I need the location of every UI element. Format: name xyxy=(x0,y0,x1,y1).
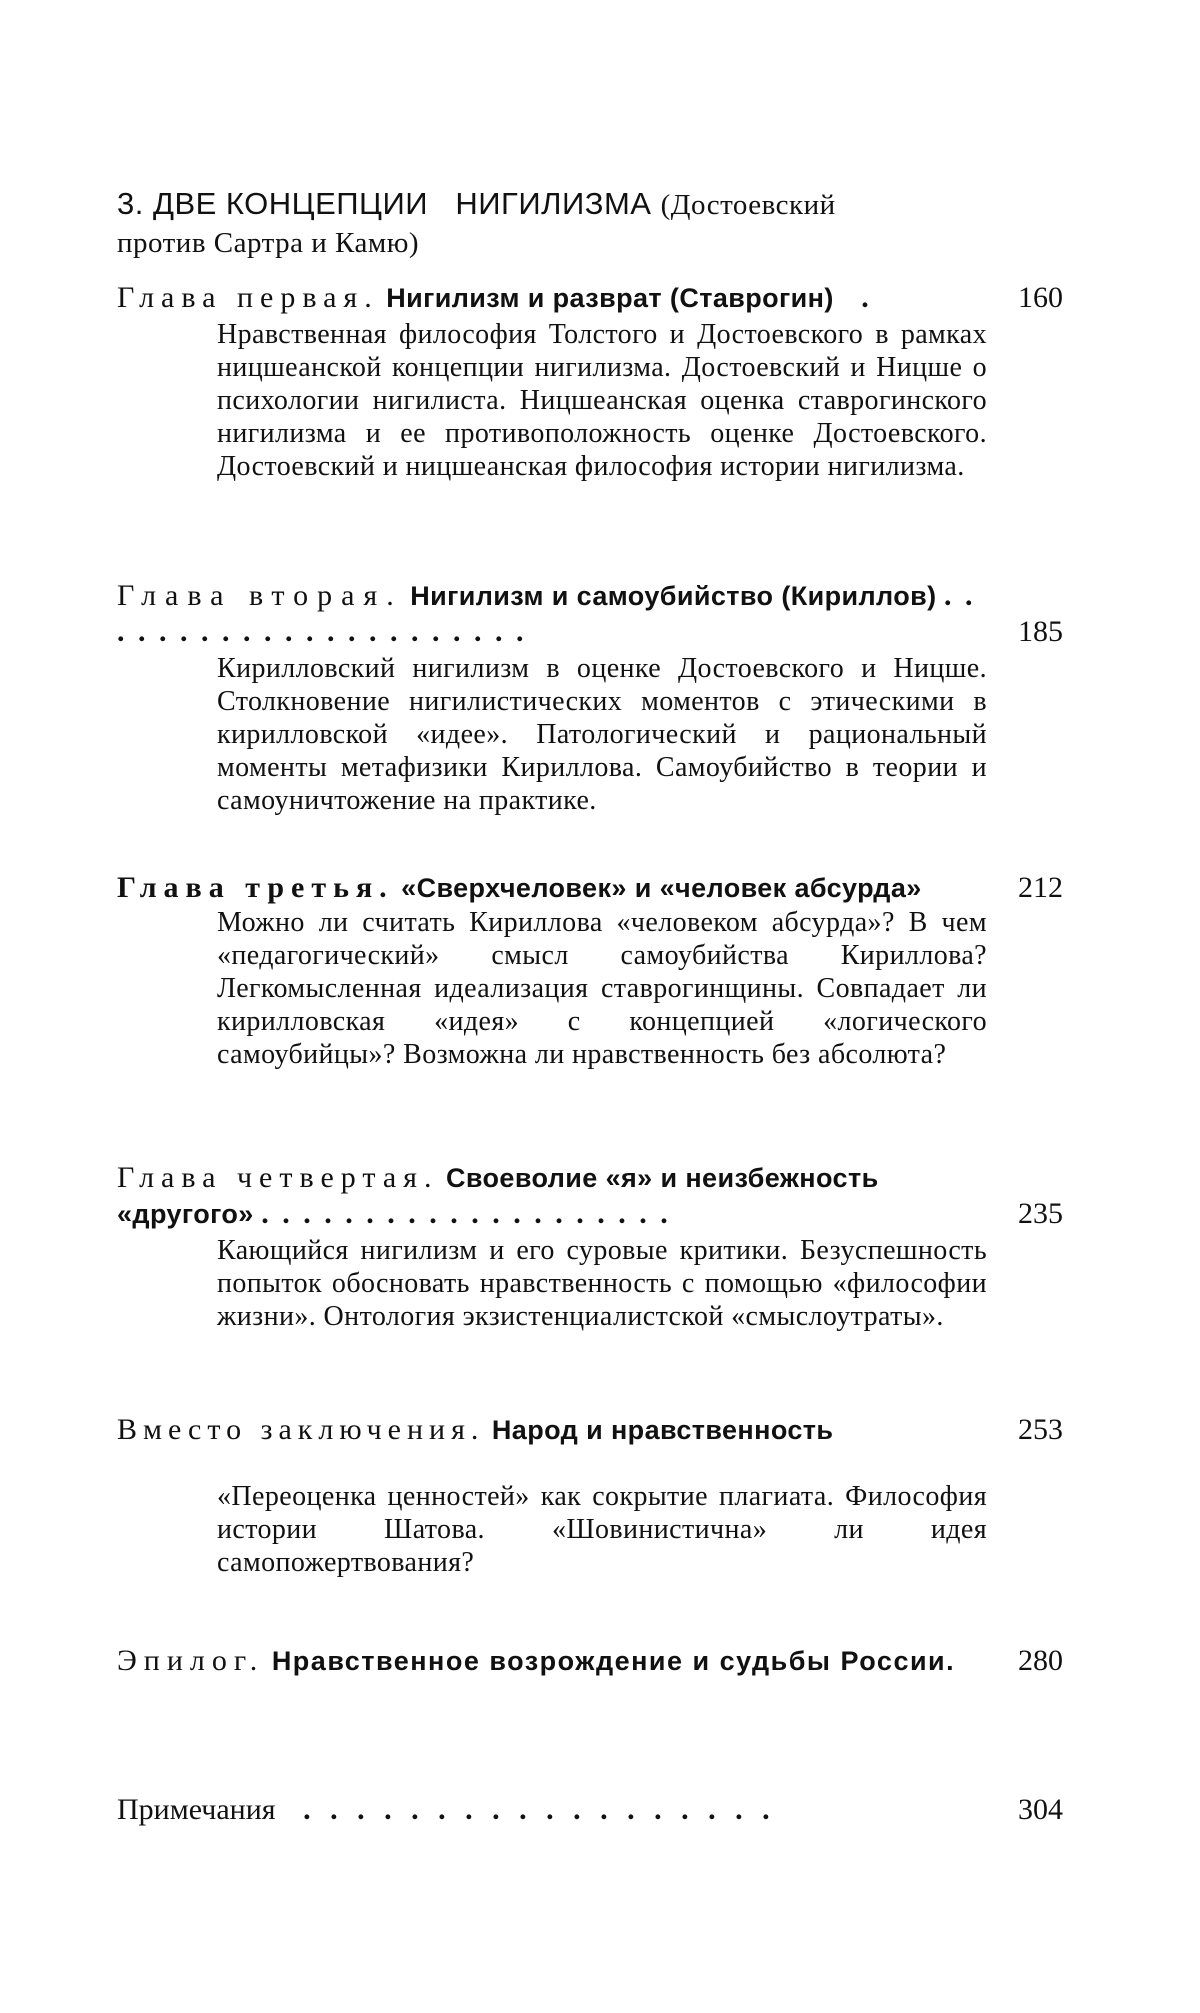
chapter-title: Своеволие «я» и неизбежность «другого» xyxy=(117,1163,879,1229)
part-title: 3. ДВЕ КОНЦЕПЦИИ НИГИЛИЗМА xyxy=(117,186,652,221)
page-number: 280 xyxy=(1018,1644,1063,1677)
chapter-label: Примечания xyxy=(117,1793,276,1826)
page-number: 304 xyxy=(1018,1793,1063,1826)
toc-entry-heading xyxy=(117,1792,1063,1828)
chapter-summary: «Переоценка ценностей» как сокрытие плагиата. Философия истории Шатова. «Шовинистична» ли идея самопожертвования? xyxy=(217,1481,987,1578)
chapter-label: Эпилог. xyxy=(117,1644,265,1677)
toc-entry-heading xyxy=(117,280,1063,316)
chapter-title: Нигилизм и самоубийство (Кириллов) xyxy=(410,581,937,611)
part-subtitle-start: (Достоевский xyxy=(660,189,836,221)
toc-entry-conclusion xyxy=(117,1412,1117,1579)
chapter-title: «Сверхчеловек» и «человек абсурда» xyxy=(401,873,922,903)
toc-entry-heading xyxy=(117,1160,1063,1232)
chapter-label: Вместо заключения. xyxy=(117,1413,485,1446)
dot-leader: . . . . . . . . . . . . . . . . . . . . xyxy=(261,1197,671,1230)
toc-entry-heading xyxy=(117,870,1063,906)
toc-entry-chapter-3 xyxy=(117,870,1117,1071)
chapter-label: Глава третья. xyxy=(117,871,394,904)
chapter-summary: Нравственная философия Толстого и Достоевского в рамках ницшеанской концепции нигилизма. Достоевский и Ницше о психологии нигилиста. Ницшеанская оценка ставрогинского нигилизма и ее противоположность оценке Достоевского. Достоевский и ницшеанская философия истории нигилизма. xyxy=(217,319,987,482)
chapter-label: Глава первая. xyxy=(117,281,379,314)
page-number: 212 xyxy=(1018,871,1063,904)
chapter-summary: Кирилловский нигилизм в оценке Достоевского и Ницше. Столкновение нигилистических моментов с этическими в кирилловской «идее». Патологический и рациональный моменты метафизики Кириллова. Самоубийство в теории и самоуничтожение на практике. xyxy=(217,653,987,816)
chapter-summary: Кающийся нигилизм и его суровые критики. Безуспешность попыток обосновать нравственность с помощью «философии жизни». Онтология экзистенциалистской «смыслоутраты». xyxy=(217,1235,987,1332)
dot-leader: . . . . . . . . . . . . . . . . . . xyxy=(303,1793,776,1826)
toc-entry-chapter-4 xyxy=(117,1160,1117,1333)
page-number: 235 xyxy=(1018,1197,1063,1230)
page-number: 185 xyxy=(1018,615,1063,648)
chapter-title: Народ и нравственность xyxy=(491,1415,834,1445)
part-heading xyxy=(117,185,997,262)
part-heading-line1 xyxy=(117,185,997,224)
chapter-label: Глава четвертая. xyxy=(117,1161,439,1194)
page-number: 253 xyxy=(1018,1413,1063,1446)
part-subtitle-end: против Сартра и Камю) xyxy=(117,227,420,259)
toc-entry-epilogue xyxy=(117,1643,1117,1679)
toc-entry-chapter-1 xyxy=(117,280,1117,483)
toc-entry-heading xyxy=(117,1643,1063,1679)
toc-entry-heading xyxy=(117,1412,1063,1448)
dot-leader: . . . . . . . . . . . . . . . . . . . . . . xyxy=(117,579,976,648)
chapter-title: Нравственное возрождение и судьбы России. xyxy=(271,1646,956,1676)
toc-entry-chapter-2 xyxy=(117,578,1117,817)
toc-entry-notes xyxy=(117,1792,1117,1828)
toc-entry-heading xyxy=(117,578,1063,650)
page-number: 160 xyxy=(1018,281,1063,314)
chapter-summary: Можно ли считать Кириллова «человеком абсурда»? В чем «педагогический» смысл самоубийства Кириллова? Легкомысленная идеализация ставрогинщины. Совпадает ли кирилловская «идея» с концепцией «логического самоубийцы»? Возможна ли нравственность без абсолюта? xyxy=(217,907,987,1070)
dot-leader: . xyxy=(861,281,883,314)
chapter-title: Нигилизм и разврат (Ставрогин) xyxy=(386,283,834,313)
chapter-label: Глава вторая. xyxy=(117,579,403,612)
